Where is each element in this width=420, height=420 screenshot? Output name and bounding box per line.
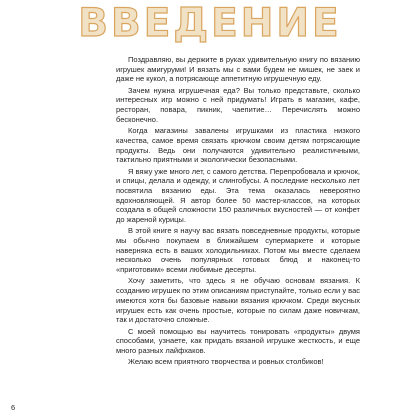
- paragraph: Желаю всем приятного творчества и ровных столбиков!: [128, 357, 324, 367]
- paragraph: С моей помощью вы научитесь тонировать «продукты» двумя способами, узнаете, как придать вязаной игрушке жесткость, и еще много разных лайфхаков.: [116, 326, 360, 355]
- paragraph: Хочу заметить, что здесь я не обучаю основам вязания. К созданию игрушек по этим описаниям приступайте, только если у вас имеются хотя бы базовые навыки вязания крючком. Среди вкусных игрушек есть как очень простые, которые по силам даже новичкам, так и достаточно сложные.: [116, 276, 360, 325]
- intro-text: [116, 55, 360, 369]
- paragraph: Когда магазины завалены игрушками из пластика низкого качества, самое время связать крючком своим детям потрясающие продукты. Ведь они получаются удивительно реалистичными, тактильно приятными и экологически безопасными.: [116, 126, 360, 165]
- paragraph: Зачем нужна игрушечная еда? Вы только представьте, сколько интересных игр можно с ней придумать! Играть в магазин, кафе, ресторан, повара, пикник, чаепитие… Перечислять можно бесконечно.: [116, 85, 360, 124]
- paragraph: В этой книге я научу вас вязать повседневные продукты, которые мы обычно покупаем в ближайшем супермаркете и которые наверняка есть в ваших холодильниках. Потом мы вместе сделаем несколько очень популярных готовых блюд и наконец-то «приготовим» всеми любимые десерты.: [116, 226, 360, 275]
- paragraph: Я вяжу уже много лет, с самого детства. Перепробовала и крючок, и спицы, делала и одежду, и слингобусы. А последние несколько лет посвятила вязанию еды. Эта тема оказалась невероятно вдохновляющей. Я автор более 50 мастер-классов, на которых создала в общей сложности 150 различных вкусностей — от конфет до жареной курицы.: [116, 166, 360, 225]
- page-number: 6: [11, 403, 16, 412]
- chapter-title: ВВЕДЕНИЕ: [78, 1, 342, 46]
- paragraph: Поздравляю, вы держите в руках удивительную книгу по вязанию игрушек амигуруми! И вязать мы с вами будем не мишек, не заек и даже не кукол, а потрясающе аппетитную игрушечную еду.: [116, 55, 360, 84]
